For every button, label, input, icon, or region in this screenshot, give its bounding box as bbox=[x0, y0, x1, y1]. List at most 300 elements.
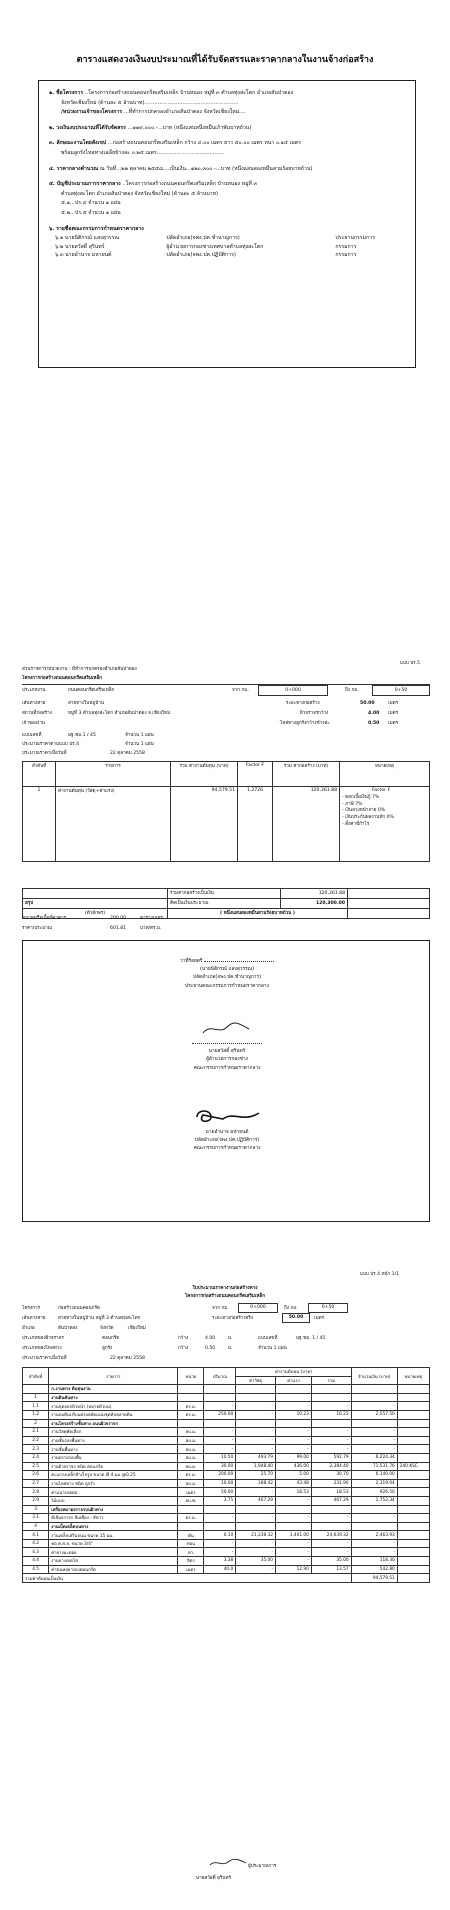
table-cell: งานผิวจราจร ชนิด คอนกรีต bbox=[49, 1462, 178, 1471]
drawing-qty: จำนวน 1 แผ่น bbox=[125, 733, 154, 738]
table-row bbox=[23, 1471, 430, 1480]
project-type-label: ประเภทงาน bbox=[22, 688, 46, 693]
table-cell: - bbox=[236, 1548, 276, 1557]
length-label: ระยะทางก่อสร้างจริง bbox=[212, 1316, 253, 1321]
table-cell: 1.1 bbox=[23, 1402, 49, 1411]
table-cell: - bbox=[204, 1445, 236, 1454]
table-cell: ตร.ม. bbox=[178, 1471, 204, 1480]
table-cell bbox=[178, 1419, 204, 1428]
col-note: หมายเหตุ bbox=[340, 762, 430, 787]
col-factor: Factor F bbox=[238, 762, 273, 787]
table-cell: 4.2 bbox=[23, 1539, 49, 1548]
signer-position: ปลัดอำเภอ(จพง.ปค.ชำนาญการ) bbox=[193, 975, 261, 981]
table-cell: งานเหล็กเสริมถนน ขนาด 15 มม. bbox=[49, 1531, 178, 1540]
table-cell: - bbox=[311, 1402, 351, 1411]
table-cell bbox=[178, 1393, 204, 1402]
table-cell bbox=[236, 1522, 276, 1531]
table-cell: - bbox=[236, 1428, 276, 1437]
committee-row: ๖.๑ นายนิติกรณ์ แสงสุวรรณ ปลัดอำเภอ(จพง.ปค.ชำนาญการ) ประธานกรรมการ bbox=[55, 235, 375, 242]
table-cell: 2.3 bbox=[23, 1445, 49, 1454]
table-cell bbox=[178, 1505, 204, 1514]
signature-block-3 bbox=[23, 1129, 431, 1154]
to-km-label: ถึง กม. bbox=[284, 1306, 298, 1311]
table-cell: - bbox=[276, 1428, 312, 1437]
table-cell: เมตร bbox=[178, 1488, 204, 1497]
estimate-qty: จำนวน 1 แผ่น bbox=[125, 742, 154, 747]
table-cell: 118.30 bbox=[351, 1557, 397, 1566]
table-cell: 99.00 bbox=[276, 1453, 312, 1462]
note-line: - ตั้งค่าขี่กำไร bbox=[342, 821, 370, 827]
table-cell: 30.70 bbox=[311, 1471, 351, 1480]
table-cell: 6,224.34 bbox=[351, 1453, 397, 1462]
note-line: - เงินล่วงหน้าจ่าย 0% bbox=[342, 808, 386, 814]
table-row bbox=[23, 1402, 430, 1411]
row-no: 1 bbox=[23, 787, 56, 862]
shoulder-label: ประเภทของไหล่ทาง bbox=[22, 1346, 62, 1351]
estimate-title: ใบประมาณราคางานก่อสร้างทาง bbox=[192, 1286, 258, 1291]
table-cell bbox=[397, 1393, 429, 1402]
table-cell: 12.90 bbox=[276, 1565, 312, 1574]
table-cell: - bbox=[351, 1402, 397, 1411]
surface-label: ประเภทของผิวจราจร bbox=[22, 1336, 64, 1341]
table-cell bbox=[397, 1522, 429, 1531]
table-cell: 2,557.50 bbox=[351, 1410, 397, 1419]
table-cell bbox=[397, 1505, 429, 1514]
median-price-line: ๔. ราคากลางคำนวณ ณ วันที่...๒๒ ตุลาคม ๒๕๕๘....เป็นเงิน...๑๒๐,๓๐๐.-...บาท (หนึ่งแสนสองหมื่นสามร้อยบาทถ้วน) bbox=[49, 165, 313, 172]
table-cell: - bbox=[311, 1539, 351, 1548]
table-cell: เครื่องหมายจราจรบนผิวทาง bbox=[49, 1505, 178, 1514]
table-cell: - bbox=[276, 1436, 312, 1445]
table-row bbox=[23, 787, 430, 862]
summary-label: สรุป bbox=[23, 899, 168, 909]
table-cell bbox=[397, 1548, 429, 1557]
shoulder-width-label: กว้าง bbox=[178, 1346, 189, 1351]
table-row bbox=[23, 1565, 430, 1574]
pr4-table bbox=[22, 1367, 430, 1583]
to-km-value: 0+50 bbox=[308, 1303, 348, 1313]
table-cell: 2.7 bbox=[23, 1479, 49, 1488]
table-cell: 2.2 bbox=[23, 1436, 49, 1445]
table-cell: 18.53 bbox=[276, 1488, 312, 1497]
table-cell: - bbox=[351, 1436, 397, 1445]
drawing-qty: จำนวน 1 แผ่น bbox=[258, 1346, 287, 1351]
project-name-line2: จังหวัดเชียงใหม่ (ด้านละ ๕ ล้านบาท)......................................................... bbox=[61, 99, 239, 106]
estimate-date: 22 ตุลาคม 2558 bbox=[110, 751, 145, 756]
table-cell bbox=[351, 1505, 397, 1514]
table-cell bbox=[397, 1531, 429, 1540]
committee-row: ๖.๒ นายสวัสดิ์ สุรินทร์ ผู้อำนวยการกองช่างเทศบาลตำบลทุ่งสะโตก กรรมการ bbox=[55, 243, 357, 250]
table-cell: 2.1 bbox=[23, 1428, 49, 1437]
table-row bbox=[23, 1531, 430, 1540]
table-row bbox=[23, 1453, 430, 1462]
shoulder-value: 0.50 bbox=[368, 721, 380, 726]
table-cell: 35.00 bbox=[311, 1557, 351, 1566]
district-value: สันป่าตอง bbox=[58, 1326, 78, 1331]
table-cell: - bbox=[276, 1539, 312, 1548]
note-line: - ภาษี 7% bbox=[342, 801, 363, 807]
pr4-body bbox=[23, 1385, 430, 1574]
table-cell: - bbox=[351, 1428, 397, 1437]
table-cell: งานชั้นพื้นทาง bbox=[49, 1445, 178, 1454]
table-cell: - bbox=[204, 1539, 236, 1548]
table-cell bbox=[276, 1419, 312, 1428]
table-cell bbox=[204, 1505, 236, 1514]
table-cell: ตร.ม. bbox=[178, 1410, 204, 1419]
table-cell: 35.00 bbox=[236, 1557, 276, 1566]
table-cell: 542.80 bbox=[351, 1565, 397, 1574]
work-description-line: ๓. ลักษณะงานโดยสังเขป ...ก่อสร้างถนนคอนกรีตเสริมเหล็ก กว้าง ๔.๐๐ เมตร ยาว ๕๐.๐๐ เมตร หนา ๐.๑๕ เมตร bbox=[49, 140, 301, 147]
col-item: รายการ bbox=[56, 762, 171, 787]
table-cell: 4.3 bbox=[23, 1548, 49, 1557]
table-cell: 2 bbox=[23, 1419, 49, 1428]
note-line: Factor F bbox=[372, 788, 391, 793]
width-value: 4.00 bbox=[205, 1336, 216, 1341]
table-cell bbox=[351, 1419, 397, 1428]
table-cell: 436.00 bbox=[276, 1462, 312, 1471]
total-row bbox=[23, 1574, 430, 1583]
rounded-empty bbox=[348, 899, 430, 909]
table-cell: 467.29 bbox=[236, 1496, 276, 1505]
sum-empty bbox=[348, 889, 430, 899]
table-cell: ท่อ ค.ส.ล. ขนาด 3/4" bbox=[49, 1539, 178, 1548]
signature-block-1 bbox=[23, 955, 431, 991]
project-type-value: ถนนคอนกรีตเสริมเหล็ก bbox=[68, 688, 115, 693]
table-cell bbox=[204, 1419, 236, 1428]
table-cell: 2,384.40 bbox=[311, 1462, 351, 1471]
col-qty: ปริมาณ bbox=[204, 1368, 236, 1385]
location-value: หมู่ที่ 3 ตำบลทุ่งสะโตก อำเภอสันป่าตอง จ.เชียงใหม่ bbox=[68, 711, 171, 716]
budget-line: ๒. วงเงินงบประมาณที่ได้รับจัดสรร ...๑๑๙,๐๐๐.-...บาท (หนึ่งแสนหนึ่งหมื่นเก้าพันบาทถ้วน) bbox=[49, 124, 252, 131]
area-value: 200.00 bbox=[110, 916, 127, 921]
drawing-value: มฐ.ชม.1 / 45 bbox=[68, 733, 96, 738]
table-cell: - bbox=[351, 1445, 397, 1454]
table-cell: 1,948.40 bbox=[236, 1462, 276, 1471]
estimate-subtitle: โครงการก่อสร้างถนนคอนกรีตเสริมเหล็ก bbox=[184, 1294, 266, 1299]
amount-in-words: ( หนึ่งแสนสองหมื่นสามร้อยบาทถ้วน ) bbox=[168, 909, 348, 919]
signer-name: นายอำนาจ มหายนต์ bbox=[205, 1130, 249, 1135]
sum-label: รวมค่าก่อสร้างเป็นเงิน bbox=[168, 889, 281, 899]
drawing-value: มฐ.ชม. 1 / 45 bbox=[296, 1336, 326, 1341]
pr4-page bbox=[0, 1255, 450, 1910]
table-cell: - bbox=[236, 1565, 276, 1574]
col-labor: ค่าแรง bbox=[276, 1376, 312, 1385]
table-cell bbox=[397, 1557, 429, 1566]
signer-name: (นายนิติกรณ์ แสงสุวรรณ) bbox=[200, 967, 254, 973]
province-label: จังหวัด bbox=[100, 1326, 114, 1331]
table-cell: 3 bbox=[23, 1505, 49, 1514]
col-cost: รวม ค่างานต้นทุน (บาท) bbox=[171, 762, 238, 787]
table-cell: - bbox=[276, 1496, 312, 1505]
table-cell: 24,639.32 bbox=[311, 1531, 351, 1540]
table-row bbox=[23, 1436, 430, 1445]
table-cell: 25.70 bbox=[236, 1471, 276, 1480]
table-cell: งานขุดลอกผิวหน้า (หมาดผิวบน) bbox=[49, 1402, 178, 1411]
table-cell: - bbox=[236, 1436, 276, 1445]
table-row bbox=[23, 1496, 430, 1505]
sum-row bbox=[23, 889, 430, 899]
shoulder-width-value: 0.50 bbox=[205, 1346, 216, 1351]
col-total: รวม ค่าก่อสร้าง (บาท) bbox=[273, 762, 340, 787]
table-cell: 1.2 bbox=[23, 1410, 49, 1419]
table-row bbox=[23, 1557, 430, 1566]
table-cell bbox=[397, 1471, 429, 1480]
table-row bbox=[23, 1445, 430, 1454]
table-cell: - bbox=[204, 1548, 236, 1557]
table-cell: ตะแกรงเหล็กสำเร็จรูป ขนาด Ø 4 มม.@0.25 bbox=[49, 1471, 178, 1480]
table-cell: ลบ.ม. bbox=[178, 1436, 204, 1445]
table-cell bbox=[397, 1565, 429, 1574]
table-cell: 240 KSC bbox=[397, 1462, 429, 1471]
summary-title: ตารางแสดงวงเงินงบประมาณที่ได้รับจัดสรรและราคากลางในงานจ้างก่อสร้าง bbox=[76, 55, 374, 65]
table-cell bbox=[311, 1419, 351, 1428]
table-cell bbox=[204, 1393, 236, 1402]
col-group-cost: ค่างานต้นทุน (บาท) bbox=[236, 1368, 351, 1377]
table-cell bbox=[236, 1419, 276, 1428]
sum-spacer bbox=[23, 889, 168, 899]
table-header-row bbox=[23, 762, 430, 787]
table-cell: เมตร bbox=[178, 1565, 204, 1574]
rounded-label: คิดเป็นเงินประมาณ bbox=[168, 899, 281, 909]
table-cell bbox=[397, 1488, 429, 1497]
avg-unit: บาท/ตร.ม. bbox=[140, 926, 162, 931]
table-cell bbox=[397, 1419, 429, 1428]
table-cell bbox=[397, 1445, 429, 1454]
rounded-value: 120,300.00 bbox=[281, 899, 348, 909]
work-description-line2: พร้อมลูกรังไหล่ทางเฉลี่ยข้างละ ๐.๒๕ เมตร......................................... bbox=[61, 149, 225, 156]
table-cell: 3,401.00 bbox=[276, 1531, 312, 1540]
estimate-list-line: ๕. บัญชีประมาณการราคากลาง ..โครงการก่อสร้างถนนคอนกรีตเสริมเหล็ก บ้านหนอง หมู่ที่ ๓ bbox=[49, 181, 258, 188]
table-cell: - bbox=[311, 1445, 351, 1454]
table-cell: งานชั้นรองพื้นทาง bbox=[49, 1436, 178, 1445]
to-km-label: ถึง กม. bbox=[345, 688, 359, 693]
table-cell: 10.23 bbox=[276, 1410, 312, 1419]
table-cell: 0.10 bbox=[204, 1531, 236, 1540]
table-cell: งานดินคันทาง bbox=[49, 1393, 178, 1402]
table-cell: 13.57 bbox=[311, 1565, 351, 1574]
table-cell bbox=[397, 1539, 429, 1548]
table-cell: - bbox=[311, 1548, 351, 1557]
table-cell bbox=[397, 1402, 429, 1411]
total-label: รวมค่าต้นทุนเป็นเงิน bbox=[23, 1574, 352, 1583]
table-cell: ก.งานทาง ต้นทุนงาน bbox=[49, 1385, 178, 1394]
table-cell: 71,531.76 bbox=[351, 1462, 397, 1471]
drawing-label: แบบเลขที่ bbox=[22, 733, 42, 738]
signature-scribble-icon bbox=[193, 1107, 263, 1125]
row-factor: 1.2726 bbox=[238, 787, 273, 862]
length-value: 50.00 bbox=[360, 701, 375, 706]
estimate-item-2: ๕.๒...ปร.๕ จำนวน ๑ แผ่น bbox=[61, 209, 121, 216]
table-cell: - bbox=[236, 1410, 276, 1419]
table-cell: ลิตร bbox=[178, 1557, 204, 1566]
table-cell bbox=[397, 1496, 429, 1505]
table-cell: - bbox=[276, 1514, 312, 1523]
table-cell: - bbox=[276, 1402, 312, 1411]
table-cell: 2.8 bbox=[23, 1488, 49, 1497]
table-cell: 493.79 bbox=[236, 1453, 276, 1462]
words-empty bbox=[348, 909, 430, 919]
shoulder-width-unit: ม. bbox=[228, 1346, 233, 1351]
words-row bbox=[23, 909, 430, 919]
table-row bbox=[23, 1514, 430, 1523]
table-cell: 926.50 bbox=[351, 1488, 397, 1497]
table-cell: 2.6 bbox=[23, 1471, 49, 1480]
table-cell bbox=[397, 1436, 429, 1445]
table-cell: - bbox=[311, 1514, 351, 1523]
table-cell: 3.1 bbox=[23, 1514, 49, 1523]
agency-line: /หน่วยงานเจ้าของโครงการ ...ที่ทำการปกครองอำเภอสันป่าตอง จังหวัดเชียงใหม่.... bbox=[61, 109, 246, 116]
table-cell: - bbox=[311, 1436, 351, 1445]
table-cell: งานไหล่ทาง ชนิด ลูกรัง bbox=[49, 1479, 178, 1488]
col-sum: รวม bbox=[311, 1376, 351, 1385]
table-row bbox=[23, 1539, 430, 1548]
location-label: สถานที่ก่อสร้าง bbox=[22, 711, 52, 716]
table-cell: - bbox=[351, 1548, 397, 1557]
table-cell: - bbox=[311, 1428, 351, 1437]
summary-box bbox=[38, 80, 416, 368]
route-value: สายทางในหมู่บ้าน bbox=[68, 701, 105, 706]
width-label: กว้าง bbox=[178, 1336, 189, 1341]
drawing-label: แบบเลขที่ bbox=[258, 1336, 278, 1341]
table-cell: 43.48 bbox=[276, 1479, 312, 1488]
rounded-row bbox=[23, 899, 430, 909]
table-cell: ท่อน bbox=[178, 1539, 204, 1548]
agency-line: ส่วนราชการ/หน่วยงาน : ที่ทำการปกครองอำเภอสันป่าตอง bbox=[22, 667, 137, 672]
table-cell: 2.9 bbox=[23, 1496, 49, 1505]
estimate-item-1: ๕.๑...ปร.๔ จำนวน ๑ แผ่น bbox=[61, 200, 121, 207]
table-cell bbox=[276, 1385, 312, 1394]
signature-scribble-icon bbox=[208, 1857, 248, 1869]
words-label: (ตัวอักษร) bbox=[23, 909, 168, 919]
table-row bbox=[23, 1548, 430, 1557]
table-cell: - bbox=[276, 1557, 312, 1566]
project-label: โครงการ bbox=[22, 1306, 41, 1311]
col-material: ค่าวัสดุ bbox=[236, 1376, 276, 1385]
table-cell bbox=[397, 1410, 429, 1419]
project-name-line: ๑. ชื่อโครงการ ..โครงการก่อสร้างถนนคอนกรีตเสริมเหล็ก บ้านหนอง หมู่ที่ ๓ ตำบลทุ่งสะโตก อำเภอสันป่าตอง bbox=[49, 90, 294, 96]
committee-row: ๖.๓ นายอำนาจ มหายนต์ ปลัดอำเภอ(จพง.ปค.ปฏิบัติการ) กรรมการ bbox=[55, 252, 357, 259]
table-cell bbox=[311, 1385, 351, 1394]
from-km-label: จาก กม. bbox=[212, 1306, 229, 1311]
row-item: ค่างานต้นทุน (วัสดุ+ค่าแรง) bbox=[56, 787, 171, 862]
table-cell: งานยางเขตไส bbox=[49, 1557, 178, 1566]
table-cell: 10.23 bbox=[311, 1410, 351, 1419]
estimate-form: ประมาณราคาตามแบบ ปร.4 bbox=[22, 742, 80, 747]
col-no: ลำดับที่ bbox=[23, 1368, 49, 1385]
table-cell: 4.4 bbox=[23, 1557, 49, 1566]
shoulder-label: ไหล่ทางลูกรังกว้างข้างละ bbox=[280, 721, 330, 726]
owner-label: เจ้าของงาน bbox=[22, 721, 45, 726]
col-amount: จำนวนเงิน (บาท) bbox=[351, 1368, 397, 1385]
table-cell: - bbox=[204, 1436, 236, 1445]
table-row bbox=[23, 1505, 430, 1514]
table-cell bbox=[397, 1385, 429, 1394]
total-value: 94,579.51 bbox=[351, 1574, 397, 1583]
table-row bbox=[23, 1410, 430, 1419]
table-cell: 231.90 bbox=[311, 1479, 351, 1488]
avg-value: 601.81 bbox=[110, 926, 127, 931]
table-cell: 21,238.32 bbox=[236, 1531, 276, 1540]
route-label: เส้นทางสาย bbox=[22, 1316, 46, 1321]
table-cell: กก. bbox=[178, 1548, 204, 1557]
table-cell bbox=[397, 1514, 429, 1523]
area-unit: ตารางเมตร bbox=[140, 916, 163, 921]
table-cell: - bbox=[276, 1445, 312, 1454]
table-cell: 40.0 bbox=[204, 1565, 236, 1574]
section-heading: โครงการก่อสร้างถนนคอนกรีตเสริมเหล็ก bbox=[22, 676, 103, 681]
table-cell: - bbox=[204, 1514, 236, 1523]
note-line: - เงินประกันผลงานหัก 0% bbox=[342, 815, 394, 821]
signature-box bbox=[22, 940, 430, 1222]
table-cell: - bbox=[236, 1539, 276, 1548]
shoulder-value: ลูกรัง bbox=[102, 1346, 113, 1351]
signer-role: ประธานคณะกรรมการกำหนดราคากลาง bbox=[185, 983, 269, 989]
table-cell: 3.75 bbox=[204, 1496, 236, 1505]
table-cell: - bbox=[204, 1428, 236, 1437]
surface-value: คอนกรีต bbox=[102, 1336, 120, 1341]
table-cell: 188.42 bbox=[236, 1479, 276, 1488]
table-cell: 4.1 bbox=[23, 1531, 49, 1540]
table-cell bbox=[311, 1505, 351, 1514]
table-row bbox=[23, 1522, 430, 1531]
table-cell: 10.00 bbox=[204, 1479, 236, 1488]
route-label: เส้นทางสาย bbox=[22, 701, 46, 706]
table-cell: 2,463.93 bbox=[351, 1531, 397, 1540]
date-value: 22 ตุลาคม 2558 bbox=[110, 1356, 145, 1361]
table-cell: ค่าแนวรอยต่อ bbox=[49, 1488, 178, 1497]
signer-position: ผู้อำนวยการกองช่าง bbox=[206, 1057, 248, 1063]
width-unit: เมตร bbox=[388, 711, 399, 716]
table-cell: - bbox=[236, 1445, 276, 1454]
summary-page bbox=[0, 0, 450, 620]
table-cell bbox=[23, 1385, 49, 1394]
length-value: 50.00 bbox=[282, 1313, 310, 1323]
estimate-list-line2: ตำบลทุ่งสะโตก อำเภอสันป่าตอง จังหวัดเชียงใหม่ (ด้านละ ๕ ล้านบาท) bbox=[61, 190, 219, 197]
length-unit: เมตร bbox=[388, 701, 399, 706]
table-cell: งานโครงสร้างชั้นทาง ถนนผิวจราจร bbox=[49, 1419, 178, 1428]
table-cell: ลบ.ม. bbox=[178, 1428, 204, 1437]
estimate-date-label: ประมาณราคาเมื่อวันที่ bbox=[22, 751, 67, 756]
table-cell: 50.00 bbox=[204, 1488, 236, 1497]
table-cell: ตัน bbox=[178, 1531, 204, 1540]
table-cell: - bbox=[351, 1539, 397, 1548]
col-unit: หน่วย bbox=[178, 1368, 204, 1385]
divider bbox=[22, 684, 430, 685]
form-number: แบบ ปร.4 หน้า 1/1 bbox=[360, 1272, 400, 1277]
table-cell: 3.38 bbox=[204, 1557, 236, 1566]
table-cell bbox=[276, 1505, 312, 1514]
total-empty bbox=[397, 1574, 429, 1583]
table-cell: 2,319.04 bbox=[351, 1479, 397, 1488]
table-cell: ลบ.ฟ. bbox=[178, 1496, 204, 1505]
col-note: หมายเหตุ bbox=[397, 1368, 429, 1385]
pr5-page bbox=[0, 660, 450, 1240]
table-cell: 5.00 bbox=[276, 1471, 312, 1480]
signature-line bbox=[204, 955, 274, 962]
table-cell: 30.00 bbox=[204, 1462, 236, 1471]
table-cell: 250.00 bbox=[204, 1410, 236, 1419]
col-no: ลำดับที่ bbox=[23, 762, 56, 787]
signature-line bbox=[192, 1037, 262, 1044]
table-cell: - bbox=[236, 1514, 276, 1523]
table-cell: ลบ.ม. bbox=[178, 1462, 204, 1471]
note-line: - ดอกเบี้ยเงินกู้ 7% bbox=[342, 794, 380, 800]
width-value: 4.00 bbox=[368, 711, 380, 716]
table-cell bbox=[178, 1522, 204, 1531]
signer-role: คณะกรรมการกำหนดราคากลาง bbox=[193, 1146, 261, 1152]
table-cell: ตีเส้นจราจร สีเหลือง - สีขาว bbox=[49, 1514, 178, 1523]
district-label: อำเภอ bbox=[22, 1326, 35, 1331]
estimator-role: ผู้ประมาณการ bbox=[248, 1864, 277, 1869]
